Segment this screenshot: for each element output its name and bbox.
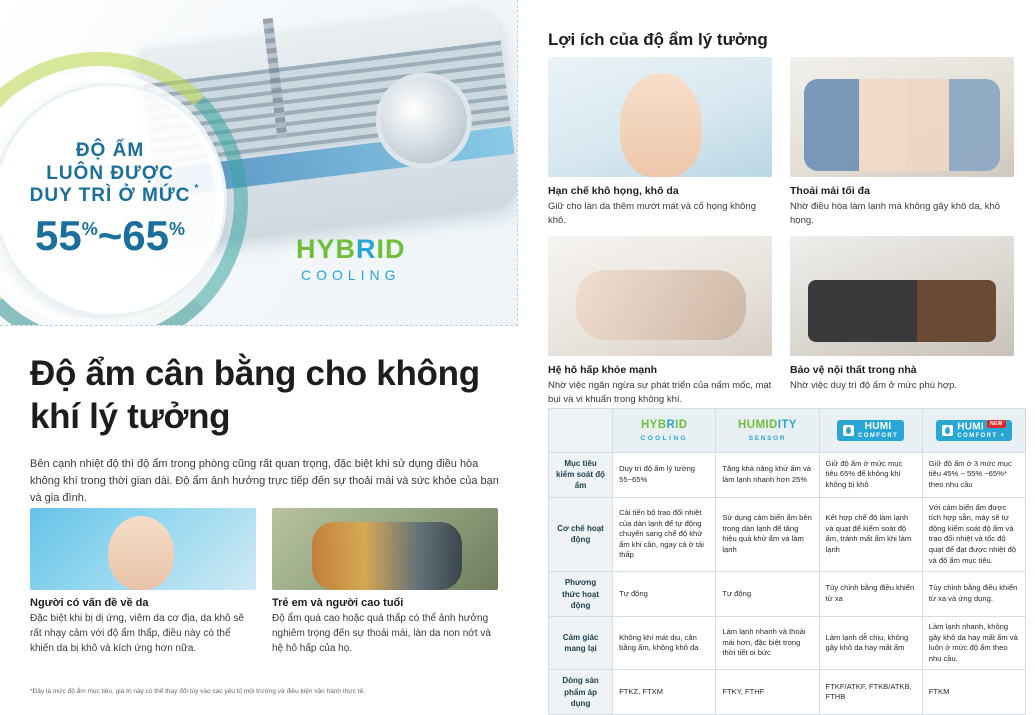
new-tag: NEW — [987, 420, 1006, 428]
benefit-item — [548, 57, 772, 228]
benefit-title: Thoải mái tối đa — [790, 185, 870, 197]
humi-comfort-plus-badge — [929, 420, 1019, 441]
table-cell: Giữ độ ẩm ở mức mục tiêu 65% để không khí không bị khô — [819, 453, 922, 498]
table-cell: FTKM — [922, 670, 1025, 715]
smiling-woman-photo — [548, 57, 772, 177]
table-col-humidity-sensor — [716, 409, 819, 453]
row-header: Dòng sản phẩm áp dụng — [549, 670, 613, 715]
table-cell: Sử dụng cảm biến ẩm bên trong dàn lạnh để tăng hiệu quả khử ẩm và làm lạnh — [716, 497, 819, 572]
humi-comfort-plus-sub: COMFORT + — [957, 432, 1006, 439]
row-header: Phương thức hoạt động — [549, 572, 613, 617]
hybrid-cooling-logo — [296, 234, 406, 283]
benefit-desc: Giữ cho làn da thêm mướt mát và cổ họng không khô. — [548, 201, 756, 226]
humidity-col-word — [722, 417, 812, 433]
table-cell: Duy trì độ ẩm lý tưởng 55~65% — [613, 453, 716, 498]
table-cell: Cải tiến bộ trao đổi nhiệt của dàn lạnh để tự động chuyển sang chế độ khử ẩm khi cần, ngay cả ở tải thấp — [613, 497, 716, 572]
humi-comfort-plus-label-text: HUMI — [957, 421, 984, 433]
badge-line-3-text: DUY TRÌ Ở MỨC — [29, 185, 191, 207]
table-row — [549, 616, 1026, 670]
comparison-table — [548, 408, 1026, 715]
water-drop-icon — [942, 425, 953, 436]
badge-line-3 — [29, 183, 200, 207]
table-cell: FTKF/ATKF, FTKB/ATKB, FTHB — [819, 670, 922, 715]
hybrid-col-sub: COOLING — [640, 435, 689, 443]
comparison-table-body — [549, 453, 1026, 715]
children-sleeping-photo — [548, 236, 772, 356]
table-cell: Tự động — [613, 572, 716, 617]
hybrid-logo-subtitle: COOLING — [300, 267, 401, 283]
benefit-item — [548, 236, 772, 407]
badge-line-1: ĐỘ ẨM — [75, 140, 145, 162]
table-cell: FTKY, FTHF — [716, 670, 819, 715]
benefit-desc: Nhờ điều hòa làm lạnh mà không gây khô da, khô họng. — [790, 201, 1001, 226]
humi-comfort-plus-label — [957, 422, 1005, 433]
table-cell: Làm lạnh nhanh, không gây khô da hay mất ẩm và luôn ở mức độ ẩm theo nhu cầu. — [922, 616, 1025, 670]
benefit-desc: Nhờ việc ngăn ngừa sự phát triển của nấm mốc, mạt bụi và vi khuẩn trong không khí. — [548, 380, 772, 405]
benefit-title: Hệ hô hấp khỏe mạnh — [548, 364, 658, 376]
benefit-item — [790, 236, 1014, 393]
table-row — [549, 670, 1026, 715]
humidity-badge — [0, 86, 224, 314]
table-cell: Tự động — [716, 572, 819, 617]
benefits-section-title: Lợi ích của độ ẩm lý tưởng — [548, 30, 768, 49]
benefit-title: Hạn chế khô họng, khô da — [548, 185, 679, 197]
badge-line-2: LUÔN ĐƯỢC — [46, 162, 174, 184]
hybrid-logo-part3: ID — [376, 234, 406, 264]
living-room-sofa-photo — [790, 236, 1014, 356]
hybrid-logo-part1: HYB — [296, 234, 357, 264]
left-card-title: Người có vấn đề về da — [30, 597, 149, 609]
humi-comfort-badge — [826, 420, 916, 441]
table-row — [549, 572, 1026, 617]
hybrid-col-word — [619, 417, 709, 433]
left-card-desc: Độ ẩm quá cao hoặc quá thấp có thể ảnh hưởng nghiêm trọng đến sự thoải mái, làn da non nớt và hệ hô hấp của họ. — [272, 613, 491, 654]
table-cell: Kết hợp chế độ làm lạnh và quạt để kiểm soát độ ẩm, tránh mất ẩm khi làm lạnh — [819, 497, 922, 572]
hybrid-col-part1: HYB — [640, 419, 667, 432]
humi-comfort-plus-text — [957, 422, 1005, 439]
badge-value-low: 55 — [35, 211, 82, 259]
left-card — [272, 508, 498, 656]
table-row — [549, 453, 1026, 498]
humidity-col-sub: SENSOR — [748, 435, 787, 443]
humi-comfort-chip — [837, 420, 904, 441]
footnote: *Đây là mức độ ẩm mục tiêu, giá trị này có thể thay đổi tùy vào các yếu tố môi trường và điều kiện vận hành thực tế. — [30, 688, 365, 695]
water-drop-icon — [843, 425, 854, 436]
humi-comfort-sub: COMFORT — [858, 432, 899, 439]
benefit-desc: Nhờ việc duy trì độ ẩm ở mức phù hợp. — [790, 380, 958, 391]
hybrid-col-part3: ID — [675, 419, 688, 432]
badge-percent-high: % — [168, 218, 185, 239]
family-lying-down-photo — [790, 57, 1014, 177]
family-grandparents-children-photo — [272, 508, 498, 590]
comparison-table-head — [549, 409, 1026, 453]
table-cell: Giữ độ ẩm ở 3 mức mục tiêu 45% ~ 55% ~65%* theo nhu cầu — [922, 453, 1025, 498]
humi-comfort-text — [858, 422, 898, 439]
hybrid-col-part2: R — [666, 419, 676, 432]
table-row — [549, 497, 1026, 572]
humidity-col-part2: ITY — [777, 419, 797, 432]
hero-image — [0, 0, 518, 326]
table-col-humi-comfort — [819, 409, 922, 453]
table-cell: Làm lạnh nhanh và thoải mái hơn, đặc biệt trong thời tiết oi bức — [716, 616, 819, 670]
table-cell: Làm lạnh dễ chịu, không gây khô da hay mất ẩm — [819, 616, 922, 670]
table-header-row — [549, 409, 1026, 453]
badge-asterisk: * — [194, 183, 200, 195]
table-cell: FTKZ, FTXM — [613, 670, 716, 715]
table-corner-cell — [549, 409, 613, 453]
hybrid-logo-part2: R — [356, 234, 377, 264]
table-col-humi-comfort-plus — [922, 409, 1025, 453]
table-cell: Tùy chỉnh bằng điều khiển từ xa và ứng dụng. — [922, 572, 1025, 617]
right-column — [540, 0, 1035, 707]
left-card-desc: Đặc biệt khi bị dị ứng, viêm da cơ địa, da khô sẽ rất nhạy cảm với độ ẩm thấp, điều này có thể khiến da bị khô và kích ứng hơn nữa. — [30, 613, 244, 654]
badge-humidity-range: 55%~65% — [35, 211, 185, 259]
benefit-item — [790, 57, 1014, 228]
row-header: Mục tiêu kiểm soát độ ẩm — [549, 453, 613, 498]
page-title: Độ ẩm cân bằng cho không khí lý tưởng — [30, 354, 480, 437]
humidity-col-part1: HUMID — [738, 419, 778, 432]
humi-comfort-label: HUMI — [864, 421, 892, 433]
humi-comfort-plus-chip — [936, 420, 1011, 441]
left-card — [30, 508, 256, 656]
left-card-title: Trẻ em và người cao tuổi — [272, 597, 404, 609]
table-col-hybrid-cooling — [613, 409, 716, 453]
table-cell: Với cảm biến ẩm được tích hợp sẵn, máy sẽ tự động kiểm soát độ ẩm và trao đổi nhiệt và tốc độ quạt để đạt được nhiệt độ và độ ẩm mục tiêu. — [922, 497, 1025, 572]
table-cell: Tăng khả năng khử ẩm và làm lạnh nhanh hơn 25% — [716, 453, 819, 498]
table-cell: Tùy chỉnh bằng điều khiển từ xa — [819, 572, 922, 617]
table-cell: Không khí mát dịu, cân bằng ẩm, không khô da — [613, 616, 716, 670]
intro-paragraph: Bên cạnh nhiệt độ thì độ ẩm trong phòng cũng rất quan trọng, đặc biệt khi sử dụng điều hòa không khí trong thời gian dài. Độ ẩm ảnh hưởng trực tiếp đến sự thoải mái và sức khỏe của bạn và gia đình. — [30, 458, 499, 505]
row-header: Cảm giác mang lại — [549, 616, 613, 670]
badge-percent-low: % — [81, 218, 98, 239]
row-header: Cơ chế hoạt động — [549, 497, 613, 572]
hybrid-logo-word — [296, 234, 406, 265]
badge-value-high: 65 — [122, 211, 169, 259]
benefit-title: Bảo vệ nội thất trong nhà — [790, 364, 917, 376]
woman-touching-face-photo — [30, 508, 256, 590]
